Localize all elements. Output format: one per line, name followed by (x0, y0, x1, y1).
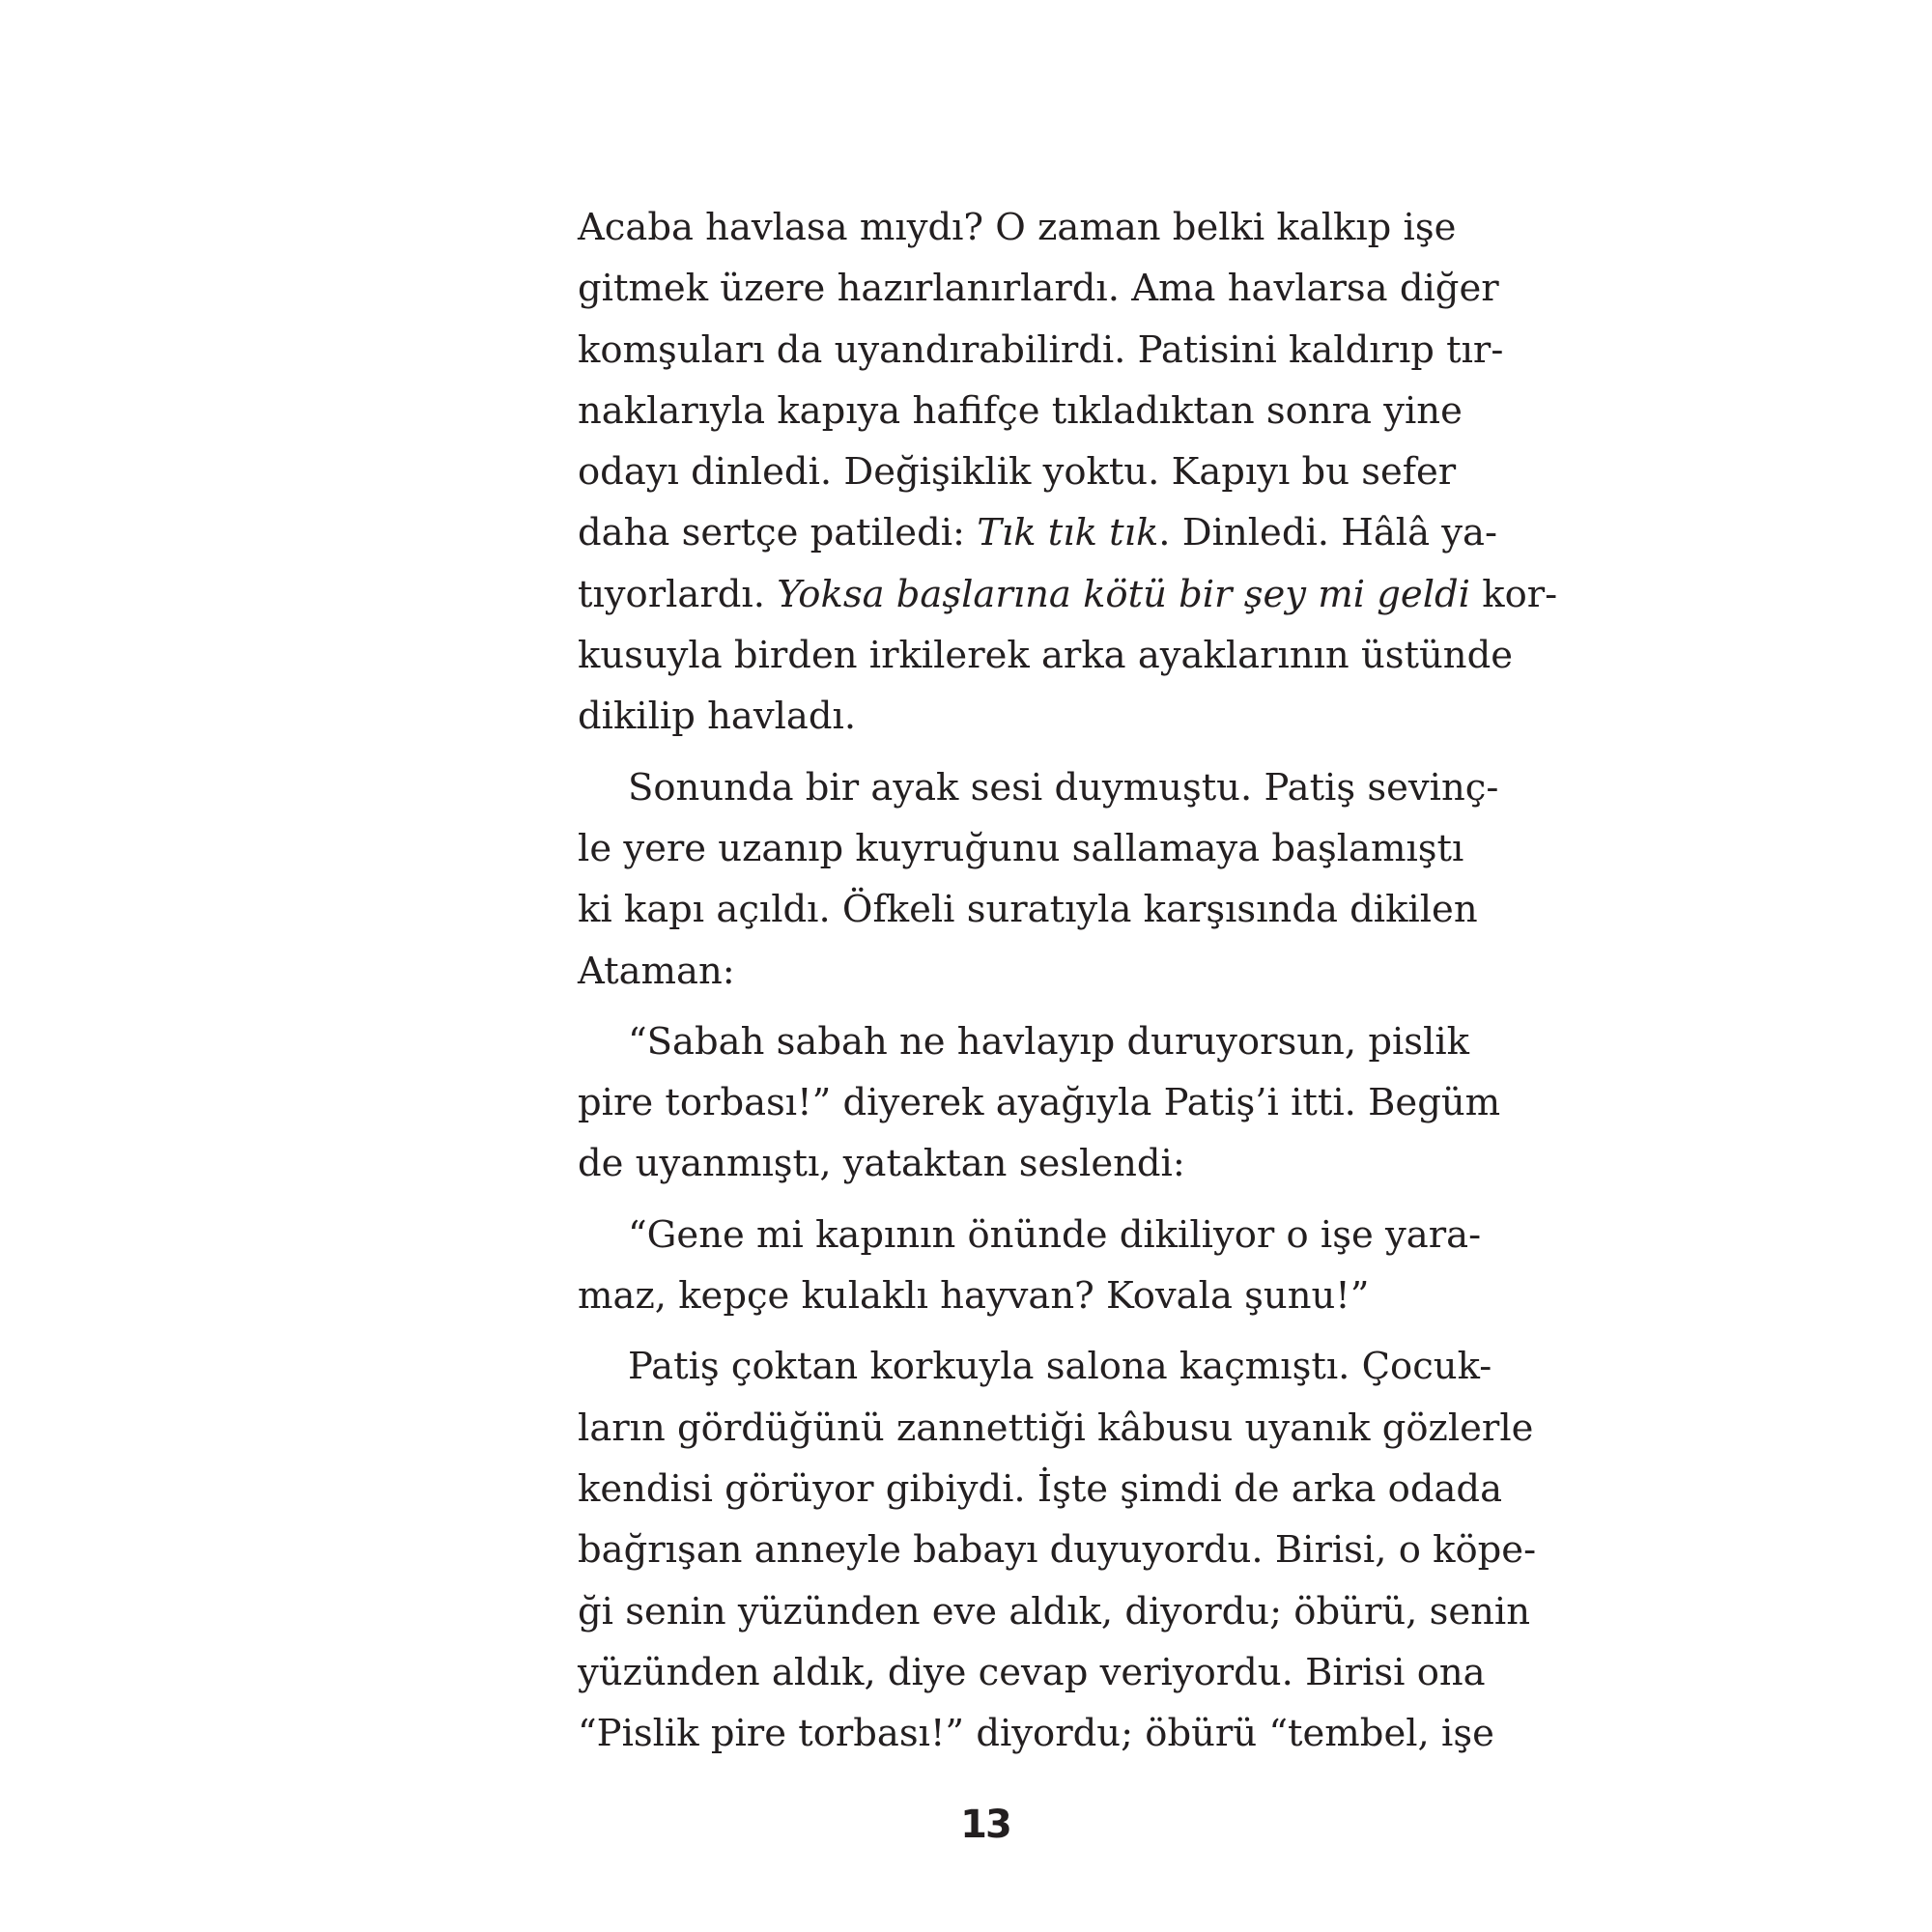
text-run: dikilip havladı. (578, 695, 857, 739)
text-line (578, 381, 1463, 441)
text-run: pire torbası!” diyerek ayağıyla Patiş’i itti. Begüm (578, 1081, 1501, 1125)
paragraph (578, 197, 1558, 748)
text-run: ların gördüğünü zannettiği kâbusu uyanık gözlerle (578, 1406, 1534, 1450)
text-run: gitmek üzere hazırlanırlardı. Ama havlarsa diğer (578, 267, 1499, 311)
text-line (578, 818, 1464, 879)
paragraph (578, 1336, 1537, 1764)
text-run: naklarıyla kapıya hafifçe tıkladıktan sonra yine (578, 388, 1463, 433)
text-run: kor- (1470, 572, 1558, 616)
text-line (578, 1072, 1501, 1133)
text-run: tıyorlardı. (578, 572, 778, 616)
italic-text: Yoksa başlarına kötü bir şey mi geldi (777, 572, 1470, 616)
text-run: yüzünden aldık, diye cevap veriyordu. Birisi ona (578, 1650, 1486, 1694)
text-line (578, 879, 1478, 940)
paragraph-gap (578, 1326, 1395, 1336)
text-line (578, 625, 1514, 686)
text-line (578, 320, 1504, 381)
text-line (578, 1459, 1503, 1520)
text-run: le yere uzanıp kuyruğunu sallamaya başlamıştı (578, 826, 1464, 870)
text-line (578, 1265, 1395, 1326)
paragraph (578, 757, 1499, 1002)
paragraph-gap (578, 1195, 1395, 1205)
text-run: “Sabah sabah ne havlayıp duruyorsun, pislik (628, 1019, 1469, 1064)
text-run: de uyanmıştı, yataktan seslendi: (578, 1142, 1185, 1186)
paragraph (578, 1011, 1501, 1195)
text-line (578, 1398, 1534, 1459)
text-run: ki kapı açıldı. Öfkeli suratıyla karşısında dikilen (578, 888, 1478, 932)
paragraph (578, 1205, 1482, 1327)
text-line (578, 686, 1395, 747)
italic-text: Tık tık tık (977, 511, 1159, 555)
text-run: ği senin yüzünden eve aldık, diyordu; öbürü, senin (578, 1589, 1531, 1634)
text-line (578, 1011, 1469, 1072)
text-run: Ataman: (578, 949, 735, 993)
page-number: 13 (960, 1803, 1010, 1847)
text-run: komşuları da uyandırabilirdi. Patisini kaldırıp tır- (578, 327, 1504, 372)
text-line (578, 441, 1457, 502)
text-run: daha sertçe patiledi: (578, 511, 978, 555)
paragraph-gap (578, 1002, 1395, 1011)
text-run: odayı dinledi. Değişiklik yoktu. Kapıyı bu sefer (578, 450, 1457, 495)
text-line (578, 502, 1498, 563)
text-run: bağrışan anneyle babayı duyuyordu. Birisi, o köpe- (578, 1528, 1537, 1573)
text-run: . Dinledi. Hâlâ ya- (1158, 511, 1498, 555)
text-line (578, 1205, 1482, 1265)
text-line (578, 564, 1558, 625)
text-run: Patiş çoktan korkuyla salona kaçmıştı. Çocuk- (628, 1345, 1492, 1389)
text-run: “Pislik pire torbası!” diyordu; öbürü “tembel, işe (578, 1712, 1494, 1756)
text-run: Sonunda bir ayak sesi duymuştu. Patiş sevinç- (628, 765, 1499, 810)
text-line (578, 757, 1499, 818)
text-line (578, 1520, 1537, 1580)
text-run: “Gene mi kapının önünde dikiliyor o işe yara- (628, 1212, 1482, 1257)
text-line (578, 1581, 1531, 1642)
body-text (578, 197, 1558, 1764)
text-line (578, 1336, 1492, 1397)
text-line (578, 258, 1499, 319)
text-line (578, 1703, 1494, 1764)
text-run: maz, kepçe kulaklı hayvan? Kovala şunu!” (578, 1274, 1370, 1319)
text-line (578, 197, 1457, 258)
text-line (578, 1133, 1395, 1194)
text-run: kendisi görüyor gibiydi. İşte şimdi de arka odada (578, 1466, 1503, 1511)
text-line (578, 941, 1395, 1002)
text-line (578, 1642, 1486, 1703)
text-run: kusuyla birden irkilerek arka ayaklarının üstünde (578, 634, 1514, 678)
paragraph-gap (578, 748, 1395, 757)
text-run: Acaba havlasa mıydı? O zaman belki kalkıp işe (578, 206, 1457, 249)
